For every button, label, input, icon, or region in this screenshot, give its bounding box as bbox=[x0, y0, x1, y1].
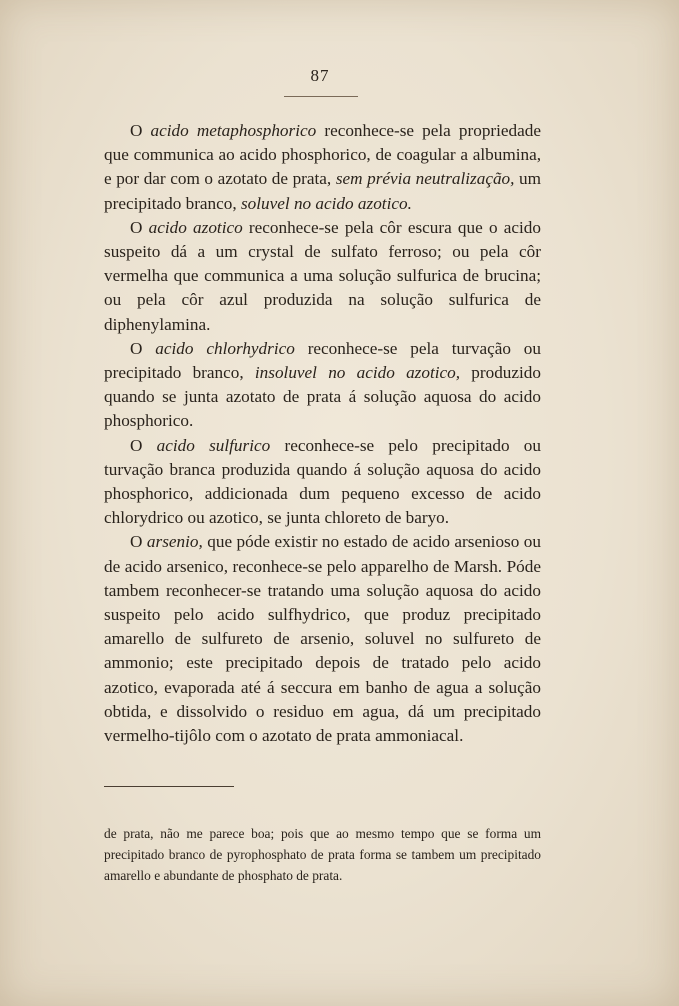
text-segment: reconhece-se pela turvação ou precipitado branco, bbox=[104, 338, 541, 383]
paragraph-acido-azotico bbox=[104, 216, 541, 337]
text-segment-italic: soluvel no acido azotico. bbox=[240, 193, 412, 213]
text-segment-italic: sem prévia neutralização, bbox=[335, 169, 515, 189]
text-segment-italic: acido sulfurico bbox=[156, 435, 271, 455]
paragraph-acido-sulfurico bbox=[104, 434, 541, 531]
footnote-text: de prata, não me parece boa; pois que ao mesmo tempo que se forma um precipitado branco de pyrophosphato de prata forma se tambem um precipitado amarello e abundante de phosphato de prata. bbox=[104, 826, 541, 883]
footnote-divider bbox=[104, 786, 234, 787]
footnote bbox=[104, 823, 541, 886]
text-segment: reconhece-se pela côr escura que o acido suspeito dá a um crystal de sulfato ferroso; ou pela côr vermelha que communica a uma solução sulfurica de brucina; ou pela côr azul produzida na solução sulfurica de diphenylamina. bbox=[104, 217, 541, 334]
text-segment-italic: arsenio, bbox=[146, 532, 203, 552]
text-segment-italic: acido azotico bbox=[148, 217, 243, 237]
paragraph-acido-metaphosphorico bbox=[104, 119, 541, 216]
text-segment: O bbox=[130, 532, 147, 552]
body-text bbox=[104, 119, 541, 748]
text-segment-italic: acido metaphosphorico bbox=[150, 121, 317, 140]
text-segment: O bbox=[130, 217, 149, 237]
text-segment: O bbox=[130, 435, 157, 455]
text-segment: um precipitado branco, bbox=[104, 169, 541, 213]
text-segment-italic: insoluvel no acido azotico, bbox=[254, 363, 461, 383]
text-segment: O bbox=[130, 121, 151, 140]
text-segment: produzido quando se junta azotato de prata á solução aquosa do acido phosphorico. bbox=[104, 363, 541, 431]
page-number: 87 bbox=[310, 66, 330, 85]
paragraph-acido-chlorhydrico bbox=[104, 337, 541, 434]
text-segment-italic: acido chlorhydrico bbox=[155, 338, 295, 358]
text-segment: O bbox=[130, 338, 156, 358]
paragraph-arsenio bbox=[104, 530, 541, 748]
text-segment: reconhece-se pelo precipitado ou turvação branca produzida quando á solução aquosa do acido phosphorico, addicionada dum pequeno excesso de acido chlorydrico ou azotico, se junta chloreto de baryo. bbox=[104, 435, 541, 528]
text-segment: que póde existir no estado de acido arsenioso ou de acido arsenico, reconhece-se pelo apparelho de Marsh. Póde tambem reconhecer-se tratando uma solução aquosa do acido suspeito pelo acido sulfhydrico, que produz precipitado amarello de sulfureto de arsenio, soluvel no sulfureto de ammonio; este precipitado depois de tratado pelo acido azotico, evaporada até á seccura em banho de agua a solução obtida, e dissolvido o residuo em agua, dá um precipitado vermelho-tijôlo com o azotato de prata ammoniacal. bbox=[104, 532, 541, 746]
text-segment: reconhece-se pela propriedade que communica ao acido phosphorico, de coagular a albumina, e por dar com o azotato de prata, bbox=[104, 121, 541, 189]
header-divider bbox=[284, 96, 358, 97]
